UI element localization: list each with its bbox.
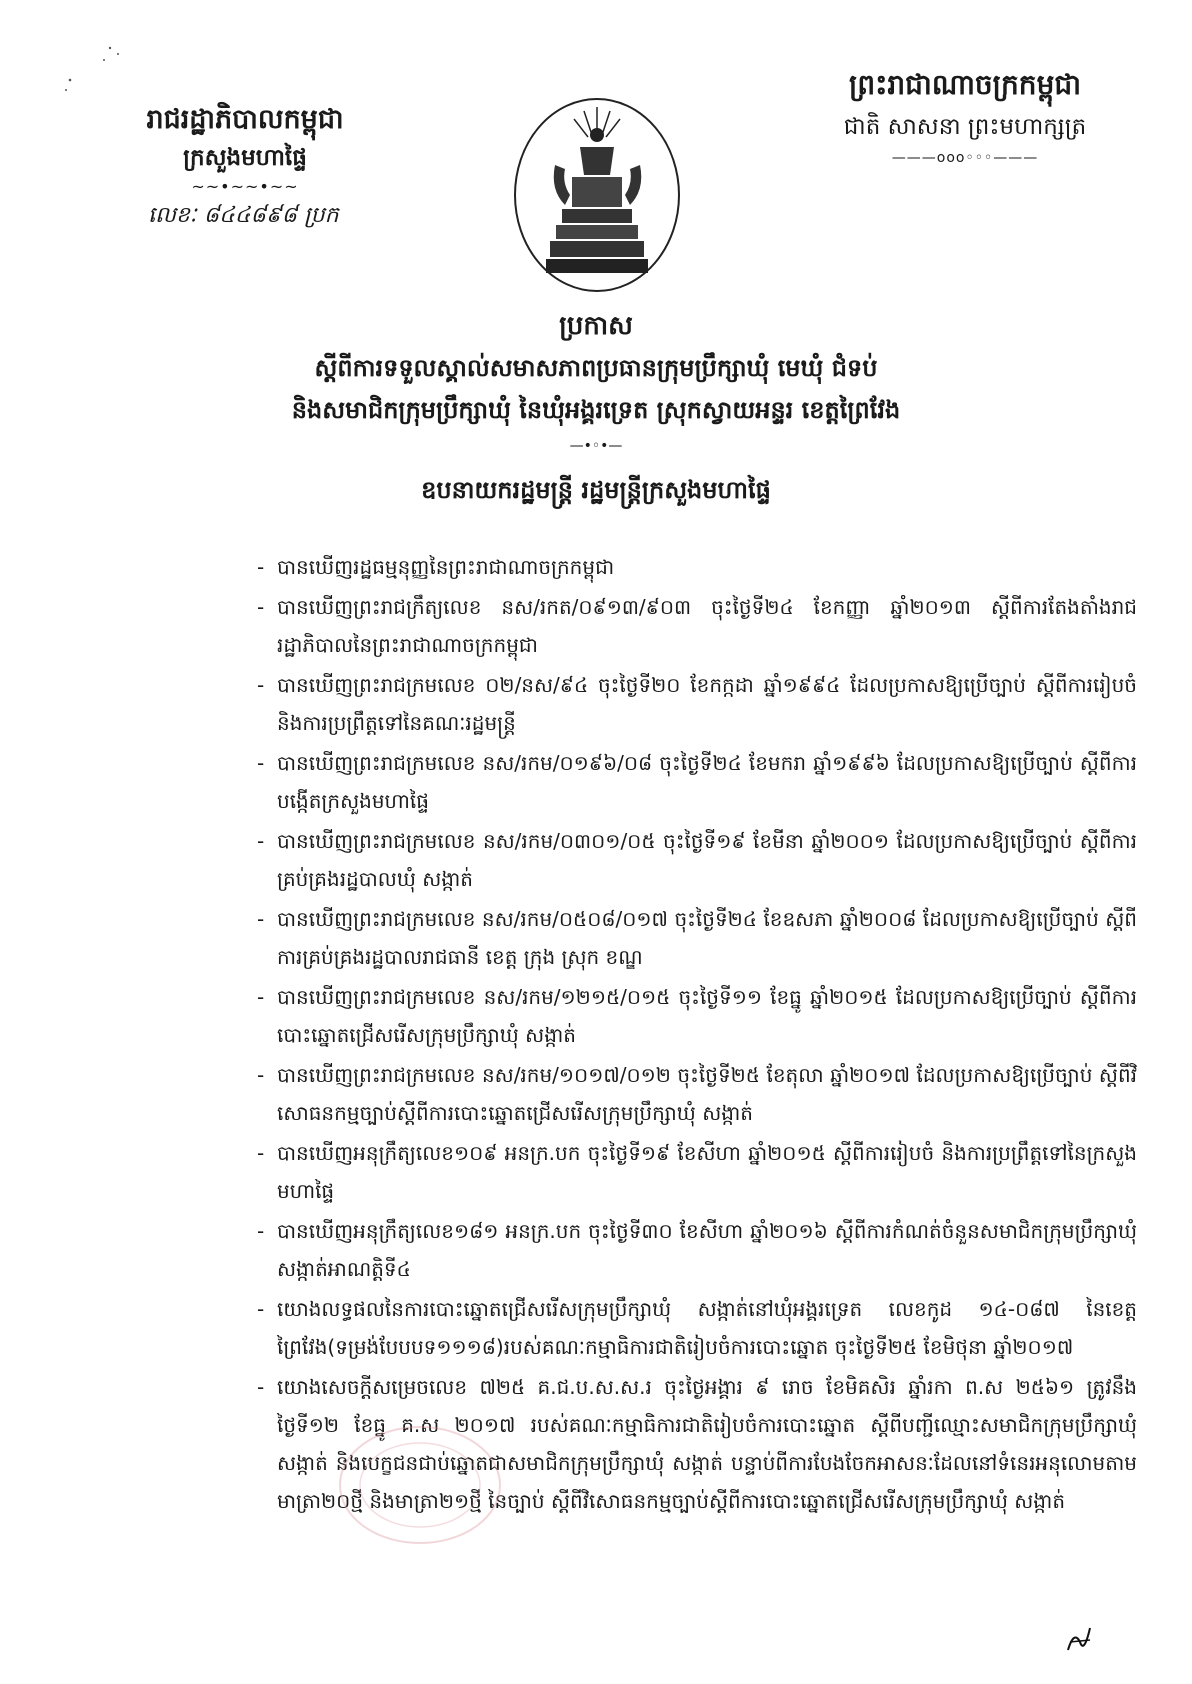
list-item: - បានឃើញព្រះរាជក្រឹត្យលេខ នស/រកត/០៩១៣/៩០៣ ចុះថ្ងៃទី២៤ ខែកញ្ញា ឆ្នាំ២០១៣ ស្តីពីការតែងតាំងរាជរដ្ឋាភិបាលនៃព្រះរាជាណាចក្រកម្ពុជា (257, 595, 1137, 657)
list-item: - យោងសេចក្តីសម្រេចលេខ ៧២៥ គ.ជ.ប.ស.ស.រ ចុះថ្ងៃអង្គារ ៩ រោច ខែមិគសិរ ឆ្នាំរកា ព.ស ២៥៦១ ត្រូវនឹងថ្ងៃទី១២ ខែធ្នូ គ.ស ២០១៧ របស់គណៈកម្មាធិការជាតិរៀបចំការបោះឆ្នោត ស្តីពីបញ្ជីឈ្មោះសមាជិកក្រុមប្រឹក្សាឃុំ សង្កាត់ និងបេក្ខជនជាប់ឆ្នោតជាសមាជិកក្រុមប្រឹក្សាឃុំ សង្កាត់ បន្ទាប់ពីការបែងចែកអាសនៈដែលនៅទំនេរអនុលោមតាមមាត្រា២០ថ្មី និងមាត្រា២១ថ្មី នៃច្បាប់ ស្តីពីវិសោធនកម្មច្បាប់ស្តីពីការបោះឆ្នោតជ្រើសរើសក្រុមប្រឹក្សាឃុំ សង្កាត់ (257, 1375, 1137, 1513)
government-name: រាជរដ្ឋាភិបាលកម្ពុជា (146, 104, 344, 135)
kingdom-header (800, 62, 1130, 170)
kingdom-name: ព្រះរាជាណាចក្រកម្ពុជា (848, 68, 1081, 101)
motto-ornament: ———ooo◦◦◦——— (891, 150, 1039, 166)
recital-list (257, 548, 1137, 1522)
scan-speckles (60, 40, 140, 100)
ministry-header (110, 100, 380, 234)
list-item: - បានឃើញរដ្ឋធម្មនុញ្ញនៃព្រះរាជាណាចក្រកម្ពុជា (257, 555, 615, 579)
list-item: - បានឃើញព្រះរាជក្រមលេខ ០២/នស/៩៤ ចុះថ្ងៃទី២០ ខែកក្កដា ឆ្នាំ១៩៩៤ ដែលប្រកាសឱ្យប្រើច្បាប់ ស្តីពីការរៀបចំ និងការប្រព្រឹត្តទៅនៃគណៈរដ្ឋមន្ត្រី (257, 673, 1137, 735)
title-divider: —•◦•— (569, 438, 623, 454)
proclamation-heading: ប្រកាស (559, 311, 633, 341)
ministry-name: ក្រសួងមហាផ្ទៃ (183, 145, 307, 171)
issuing-authority: ឧបនាយករដ្ឋមន្ត្រី រដ្ឋមន្ត្រីក្រសួងមហាផ្ទៃ (421, 476, 771, 504)
national-motto: ជាតិ សាសនា ព្រះមហាក្សត្រ (843, 114, 1087, 140)
header-ornament: ~~•~~•~~ (191, 177, 299, 196)
subject-line-2: និងសមាជិកក្រុមប្រឹក្សាឃុំ នៃឃុំអង្គរទ្រេត ស្រុកស្វាយអន្ទរ ខេត្តព្រៃវែង (291, 396, 901, 424)
list-item: - បានឃើញអនុក្រឹត្យលេខ១៨១ អនក្រ.បក ចុះថ្ងៃទី៣០ ខែសីហា ឆ្នាំ២០១៦ ស្តីពីការកំណត់ចំនួនសមាជិកក្រុមប្រឹក្សាឃុំ សង្កាត់អាណត្តិទី៤ (257, 1219, 1137, 1281)
faded-seal-stamp-icon (330, 1420, 510, 1550)
list-item: - បានឃើញព្រះរាជក្រមលេខ នស/រកម/១០១៧/០១២ ចុះថ្ងៃទី២៥ ខែតុលា ឆ្នាំ២០១៧ ដែលប្រកាសឱ្យប្រើច្បាប់ ស្តីពីវិសោធនកម្មច្បាប់ស្តីពីការបោះឆ្នោតជ្រើសរើសក្រុមប្រឹក្សាឃុំ សង្កាត់ (257, 1063, 1137, 1125)
royal-arms-emblem-icon (510, 95, 685, 295)
subject-line-1: ស្តីពីការទទួលស្គាល់សមាសភាពប្រធានក្រុមប្រឹក្សាឃុំ មេឃុំ ជំទប់ (314, 354, 878, 382)
proclamation-title-block (80, 305, 1112, 513)
list-item: - បានឃើញព្រះរាជក្រមលេខ នស/រកម/១២១៥/០១៥ ចុះថ្ងៃទី១១ ខែធ្នូ ឆ្នាំ២០១៥ ដែលប្រកាសឱ្យប្រើច្បាប់ ស្តីពីការបោះឆ្នោតជ្រើសរើសក្រុមប្រឹក្សាឃុំ សង្កាត់ (257, 985, 1137, 1047)
list-item: - យោងលទ្ធផលនៃការបោះឆ្នោតជ្រើសរើសក្រុមប្រឹក្សាឃុំ សង្កាត់នៅឃុំអង្គរទ្រេត លេខកូដ ១៤-០៨៧ នៃខេត្តព្រៃវែង(ទម្រង់បែបបទ១១១៨)របស់គណៈកម្មាធិការជាតិរៀបចំការបោះឆ្នោត ចុះថ្ងៃទី២៥ ខែមិថុនា ឆ្នាំ២០១៧ (257, 1297, 1137, 1359)
list-item: - បានឃើញព្រះរាជក្រមលេខ នស/រកម/០៥០៨/០១៧ ចុះថ្ងៃទី២៤ ខែឧសភា ឆ្នាំ២០០៨ ដែលប្រកាសឱ្យប្រើច្បាប់ ស្តីពីការគ្រប់គ្រងរដ្ឋបាលរាជធានី ខេត្ត ក្រុង ស្រុក ខណ្ឌ (257, 907, 1137, 969)
list-item: - បានឃើញអនុក្រឹត្យលេខ១០៩ អនក្រ.បក ចុះថ្ងៃទី១៩ ខែសីហា ឆ្នាំ២០១៥ ស្តីពីការរៀបចំ និងការប្រព្រឹត្តទៅនៃក្រសួងមហាផ្ទៃ (257, 1141, 1137, 1203)
list-item: - បានឃើញព្រះរាជក្រមលេខ នស/រកម/០១៩៦/០៨ ចុះថ្ងៃទី២៤ ខែមករា ឆ្នាំ១៩៩៦ ដែលប្រកាសឱ្យប្រើច្បាប់ ស្តីពីការបង្កើតក្រសួងមហាផ្ទៃ (257, 751, 1137, 813)
initial-signature-icon (1060, 1620, 1100, 1660)
reference-number: លេខៈ ៨៤៤៨៩៨ ប្រក (148, 203, 339, 228)
list-item: - បានឃើញព្រះរាជក្រមលេខ នស/រកម/០៣០១/០៥ ចុះថ្ងៃទី១៩ ខែមីនា ឆ្នាំ២០០១ ដែលប្រកាសឱ្យប្រើច្បាប់ ស្តីពីការគ្រប់គ្រងរដ្ឋបាលឃុំ សង្កាត់ (257, 829, 1137, 891)
